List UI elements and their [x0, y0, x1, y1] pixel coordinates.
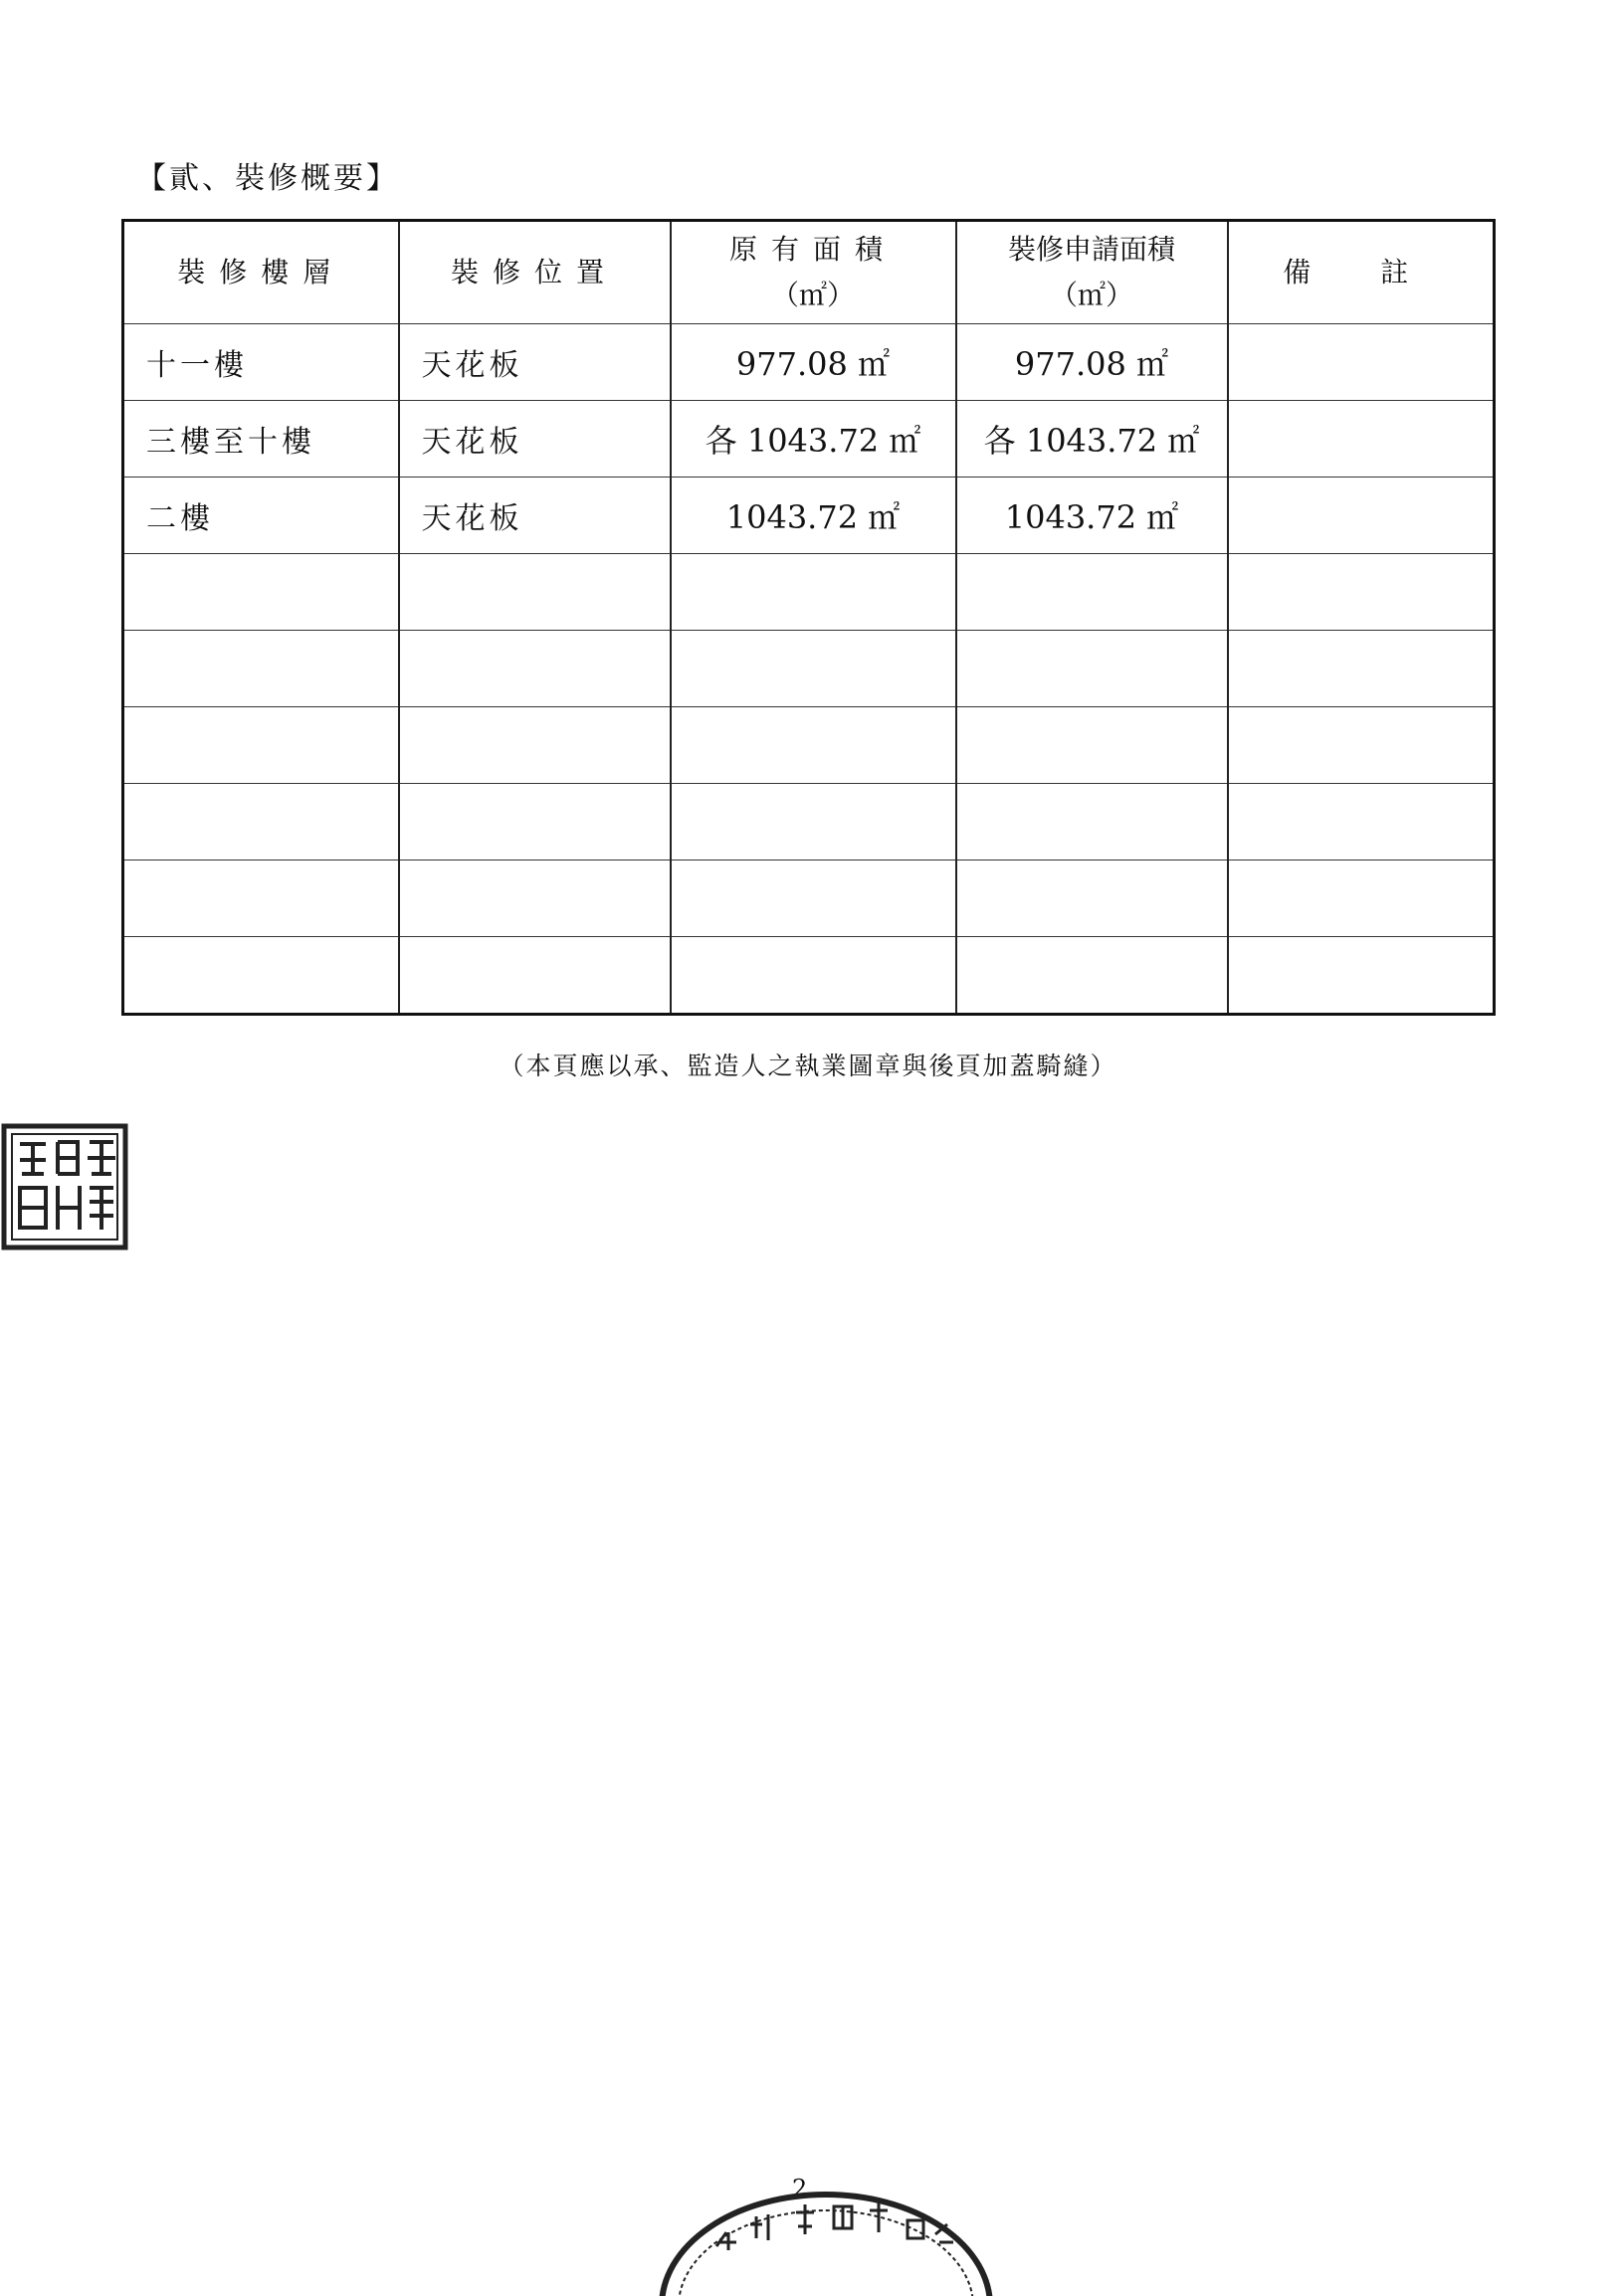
cell-original-area: 1043.72 ㎡: [671, 478, 956, 554]
cell-empty: [1228, 707, 1495, 784]
table-row: [123, 401, 1495, 478]
seal-stamp-icon: [0, 1122, 129, 1251]
cell-empty: [671, 861, 956, 937]
cell-empty: [123, 937, 399, 1015]
stamp-instruction-caption: （本頁應以承、監造人之執業圖章與後頁加蓋騎縫）: [499, 1052, 1117, 1080]
cell-position: 天花板: [399, 324, 671, 401]
cell-empty: [123, 554, 399, 631]
cell-empty: [399, 631, 671, 707]
header-applied-area: [956, 221, 1228, 324]
cell-original-area: 各 1043.72 ㎡: [671, 401, 956, 478]
header-position: 裝修位置: [399, 221, 671, 324]
header-original-area: [671, 221, 956, 324]
cell-empty: [956, 631, 1228, 707]
cell-empty: [671, 707, 956, 784]
table-row-empty: [123, 937, 1495, 1015]
cell-empty: [1228, 631, 1495, 707]
cell-empty: [123, 631, 399, 707]
table-header-row: [123, 221, 1495, 324]
cell-remarks: [1228, 324, 1495, 401]
header-applied-area-unit: （㎡）: [1049, 279, 1133, 311]
cell-empty: [671, 631, 956, 707]
header-original-area-unit: （㎡）: [770, 279, 855, 311]
cell-remarks: [1228, 478, 1495, 554]
header-remarks: 備註: [1228, 221, 1495, 324]
table-row-empty: [123, 784, 1495, 861]
table-row-empty: [123, 707, 1495, 784]
table-row: [123, 324, 1495, 401]
cell-floor: 二樓: [123, 478, 399, 554]
cell-applied-area: 977.08 ㎡: [956, 324, 1228, 401]
cell-empty: [1228, 554, 1495, 631]
table-row-empty: [123, 861, 1495, 937]
header-original-area-label: 原有面積: [728, 233, 897, 266]
cell-empty: [671, 554, 956, 631]
table-row-empty: [123, 631, 1495, 707]
cell-original-area: 977.08 ㎡: [671, 324, 956, 401]
table-row: [123, 478, 1495, 554]
cell-empty: [399, 861, 671, 937]
cell-empty: [671, 784, 956, 861]
cell-empty: [956, 554, 1228, 631]
cell-empty: [123, 861, 399, 937]
cell-empty: [1228, 861, 1495, 937]
table-row-empty: [123, 554, 1495, 631]
cell-remarks: [1228, 401, 1495, 478]
header-floor: 裝修樓層: [123, 221, 399, 324]
bureau-round-seal-icon: [647, 2177, 1005, 2296]
cell-position: 天花板: [399, 401, 671, 478]
cell-empty: [956, 937, 1228, 1015]
cell-empty: [399, 937, 671, 1015]
cell-empty: [956, 707, 1228, 784]
cell-empty: [956, 861, 1228, 937]
cell-floor: 三樓至十樓: [123, 401, 399, 478]
cell-empty: [399, 707, 671, 784]
cell-empty: [1228, 937, 1495, 1015]
cell-floor: 十一樓: [123, 324, 399, 401]
cell-empty: [1228, 784, 1495, 861]
cell-position: 天花板: [399, 478, 671, 554]
page-number: 2: [792, 2175, 808, 2202]
header-applied-area-label: 裝修申請面積: [1007, 233, 1175, 266]
cell-empty: [671, 937, 956, 1015]
section-title: 【貳、裝修概要】: [136, 161, 399, 196]
renovation-summary-table: [121, 219, 1496, 1016]
cell-applied-area: 各 1043.72 ㎡: [956, 401, 1228, 478]
cell-empty: [123, 707, 399, 784]
cell-empty: [956, 784, 1228, 861]
cell-empty: [123, 784, 399, 861]
cell-empty: [399, 784, 671, 861]
cell-empty: [399, 554, 671, 631]
cell-applied-area: 1043.72 ㎡: [956, 478, 1228, 554]
